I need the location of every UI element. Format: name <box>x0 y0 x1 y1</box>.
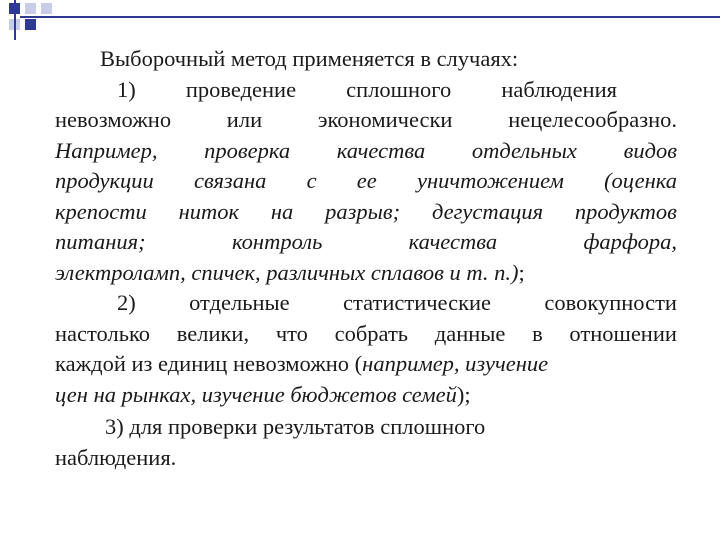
item1-line: 1) проведение сплошного наблюдения <box>117 76 617 102</box>
item1-line: невозможно или экономически нецелесообразно. <box>55 107 677 132</box>
item2-line: цен на рынках, изучение бюджетов семей); <box>55 381 471 407</box>
item3-line: 3) для проверки результатов сплошного <box>105 414 486 439</box>
item1-line: продукции связана с ее уничтожением (оценка <box>55 168 677 193</box>
slide-body <box>55 44 677 473</box>
side-rule <box>14 0 16 40</box>
square-icon <box>25 3 36 14</box>
item2-line: 2) отдельные статистические совокупности <box>117 290 677 315</box>
square-icon <box>25 19 36 30</box>
item1-line: питания; контроль качества фарфора, <box>55 229 677 254</box>
item1-line: Например, проверка качества отдельных видов <box>55 137 677 163</box>
item2-line: каждой из единиц невозможно (например, изучение <box>55 351 549 376</box>
item1-line: крепости ниток на разрыв; дегустация продуктов <box>55 198 677 224</box>
decorative-header <box>0 0 720 40</box>
item2-line: настолько велики, что собрать данные в отношении <box>55 320 677 346</box>
intro-text: Выборочный метод применяется в случаях: <box>100 46 519 71</box>
item3-line: наблюдения. <box>55 444 177 470</box>
header-rule <box>20 16 720 18</box>
square-icon <box>41 3 52 14</box>
item1-line: электроламп, спичек, различных сплавов и т. п.); <box>55 259 525 285</box>
